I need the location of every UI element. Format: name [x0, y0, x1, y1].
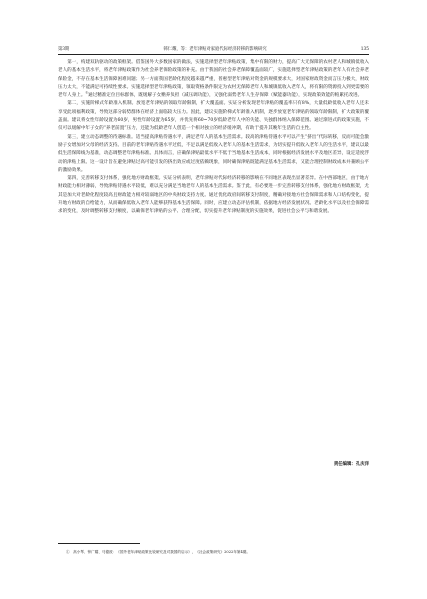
paragraph-policy-framework: [58, 59, 369, 100]
paragraph-benefit-standard: 第三，建立动态调整的待遇标准。适当提高津贴待遇水平，满足老年人的基本生活需求。较高的津贴待遇水平可以产生“挤出”代际转移，反而可能会激励子女增加对父母的经济支持。目前的老年津贴待遇水平过低，不足以满足低收入老年人的基本生活需求，为切实提升低收入老年人的生活水平，建议以最低生活保障线为基准，动态调整老年津贴标准。具体而言，应确保津贴最低水平不低于当地基本生活成本，同时根据经济发展水平及地区差异，设定适度浮动的津贴上限。这一设计旨在避免津贴过高可能引发的挤出效应或过度依赖现象，同时确保津贴既能满足基本生活需求，又能合理控制财政成本并兼顾公平的激励效果。: [58, 134, 369, 173]
footnote-marker[interactable]: ①: [85, 90, 89, 95]
header-divider: [58, 54, 369, 55]
footnote-divider: [58, 543, 140, 544]
article-body: [58, 59, 369, 217]
page-number: 135: [360, 47, 369, 52]
journal-issue: 第3期: [58, 47, 70, 52]
responsible-editor: 责任编辑：孔庆洋: [333, 462, 369, 467]
article-running-title: 韩仁耀，等：老年津贴对家庭代际经济转移的影响研究: [163, 47, 267, 52]
paragraph-age-threshold: 第二，实施阶梯式年龄准入机制。放宽老年津贴的领取年龄限制，扩大覆盖面。实证分析发现老年津贴的覆盖率只有8%，大量低龄低收入老年人还未享受此项福利政策，导致这部分弱势群体在经济上面临较大压力。因此，建议实施阶梯式年龄准入机制，逐步放宽老年津贴的领取年龄限制，扩大政策的覆盖面。建议将女性年龄设置为60岁，男性年龄设置为65岁，并优先将60~70岁低龄老年人中的失能、失独群体纳入保障范围。通过渐进式的政策实施，不仅可以缓解中年子女的“养老前置”压力，还能为低龄老年人创造一个相对独立的经济缓冲期，有助于提升其晚年生活的自主性。: [58, 101, 369, 132]
footnote: ① 高小琴、钟广耀、马德波：《国外老年津贴政策比较研究及对我国的启示》，《社会政策研究》2022年第4期。: [66, 550, 250, 554]
running-header: [58, 44, 369, 53]
paragraph-transfer-payment: 第四，完善转移支付体系，强化地方财政框架。实证分析表明，老年津贴对代际经济转移的影响在不同地区表现出显著差异。在中西部地区，由于地方财政能力相对薄弱，导致津贴待遇水平较低，难以充分满足当地老年人的基本生活需求。鉴于此，有必要进一步完善转移支付体系，强化地方财政框架，尤其是加大对老龄化程度较高且财政能力相对较弱地区的中央财政支持力度。通过优化政府间转移支付制度，精确对接地方社会保障需求和人口结构变化，提升地方财政的自给能力，从而确保低收入老年人能够获得基本生活保障。同时，应建立动态评估机制，依据地方经济发展状况、老龄化水平以及社会保障需求的变化，及时调整转移支付额度，以确保老年津贴的公平、合理分配，切实提升老年津贴制度的实施效果，促进社会公平与和谐发展。: [58, 176, 369, 215]
paragraph-text-continued: 通过精准定位目标群体，既缓解子女赡养负担（减压调功能），又强化弱势老年人生存保障（赋能器功能），实现政策效能的帕累托改进。: [88, 93, 363, 99]
paragraph-text: 第一，构建双轨驱动的政策框架。借鉴国外大多数国家的做法，实施选择型老年津贴政策，集中有限的财力，提高广大无保障的农村老人和城镇低收入老人的基本生活水平，将老年津贴政策作为社会养老保险政策的补充。由于我国的社会养老保障覆盖面较广，实施选择型老年津贴政策的老年人有社会养老保险金，不存在基本生活保障困难问题；另一方面我国老龄化程度越来越严重，普惠型老年津贴对资金的规模要求大，对国家财政资金而言压力极大，财政压力太大，不能满足可持续性要求。实施选择型老年津贴政策，领取资格条件限定为农村无保障老年人和城镇低收入老年人，将有限的资源投入到更需要的老年人身上。: [58, 60, 369, 99]
